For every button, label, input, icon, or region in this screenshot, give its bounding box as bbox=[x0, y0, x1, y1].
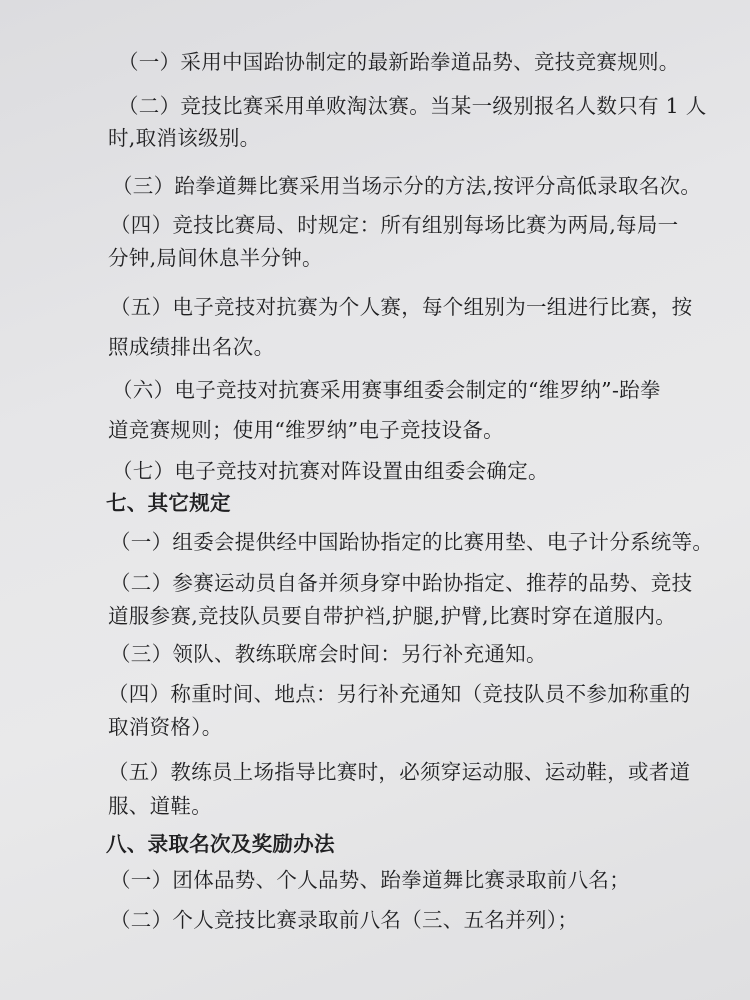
other-rule-line-4-cont: 取消资格）。 bbox=[108, 715, 223, 739]
other-rule-line-5: （五）教练员上场指导比赛时，必须穿运动服、运动鞋，或者道 bbox=[108, 760, 691, 784]
award-line-1: （一）团体品势、个人品势、跆拳道舞比赛录取前八名； bbox=[110, 868, 630, 892]
other-rule-line-4: （四）称重时间、地点：另行补充通知（竞技队员不参加称重的 bbox=[108, 682, 691, 706]
rule-line-5-cont: 照成绩排出名次。 bbox=[108, 335, 275, 359]
rule-line-4-cont: 分钟,局间休息半分钟。 bbox=[108, 246, 323, 270]
rule-line-4: （四）竞技比赛局、时规定：所有组别每场比赛为两局,每局一 bbox=[110, 213, 679, 237]
rule-line-3: （三）跆拳道舞比赛采用当场示分的方法,按评分高低录取名次。 bbox=[112, 174, 702, 198]
other-rule-line-2: （二）参赛运动员自备并须身穿中跆协指定、推荐的品势、竞技 bbox=[110, 571, 693, 595]
rule-line-7: （七）电子竞技对抗赛对阵设置由组委会确定。 bbox=[112, 459, 549, 483]
rule-line-6: （六）电子竞技对抗赛采用赛事组委会制定的“维罗纳”-跆拳 bbox=[112, 378, 661, 402]
rule-line-1: （一）采用中国跆协制定的最新跆拳道品势、竞技竞赛规则。 bbox=[118, 50, 680, 74]
rule-line-2: （二）竞技比赛采用单败淘汰赛。当某一级别报名人数只有 1 人 bbox=[118, 94, 707, 118]
rule-line-6-cont: 道竞赛规则；使用“维罗纳”电子竞技设备。 bbox=[108, 418, 504, 442]
rule-line-2-cont: 时,取消该级别。 bbox=[108, 126, 261, 150]
section-heading-8: 八、录取名次及奖励办法 bbox=[106, 832, 335, 856]
other-rule-line-5-cont: 服、道鞋。 bbox=[108, 794, 212, 818]
other-rule-line-2-cont: 道服参赛,竞技队员要自带护裆,护腿,护臂,比赛时穿在道服内。 bbox=[108, 604, 677, 628]
award-line-2: （二）个人竞技比赛录取前八名（三、五名并列）； bbox=[110, 908, 579, 932]
other-rule-line-3: （三）领队、教练联席会时间：另行补充通知。 bbox=[110, 642, 547, 666]
other-rule-line-1: （一）组委会提供经中国跆协指定的比赛用垫、电子计分系统等。 bbox=[110, 530, 714, 554]
section-heading-7: 七、其它规定 bbox=[106, 491, 231, 515]
rule-line-5: （五）电子竞技对抗赛为个人赛，每个组别为一组进行比赛，按 bbox=[110, 295, 693, 319]
